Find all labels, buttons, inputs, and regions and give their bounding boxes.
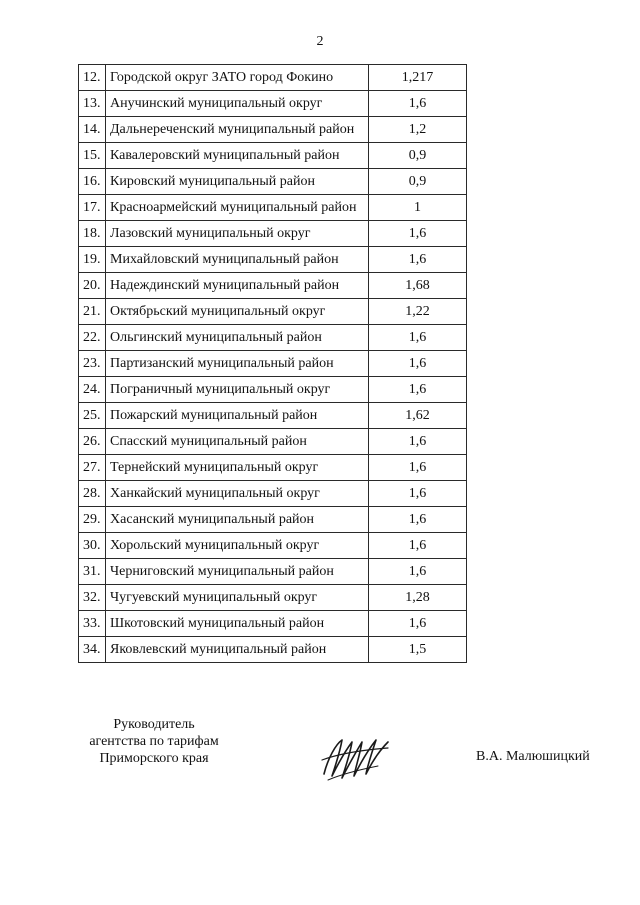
municipality-name: Городской округ ЗАТО город Фокино xyxy=(106,65,369,91)
row-number: 18. xyxy=(79,221,106,247)
table-row xyxy=(79,455,467,481)
coefficient-value: 1,6 xyxy=(369,377,467,403)
coefficient-value: 1,28 xyxy=(369,585,467,611)
row-number: 31. xyxy=(79,559,106,585)
handwritten-signature xyxy=(318,730,392,786)
table-row xyxy=(79,585,467,611)
municipality-name: Хасанский муниципальный район xyxy=(106,507,369,533)
municipality-name: Кировский муниципальный район xyxy=(106,169,369,195)
municipality-name: Ольгинский муниципальный район xyxy=(106,325,369,351)
table-row xyxy=(79,533,467,559)
table-row xyxy=(79,377,467,403)
row-number: 21. xyxy=(79,299,106,325)
table-row xyxy=(79,507,467,533)
table-body xyxy=(79,65,467,663)
coefficient-value: 1,6 xyxy=(369,507,467,533)
coefficient-value: 1,68 xyxy=(369,273,467,299)
municipality-name: Спасский муниципальный район xyxy=(106,429,369,455)
row-number: 13. xyxy=(79,91,106,117)
row-number: 26. xyxy=(79,429,106,455)
page-number: 2 xyxy=(316,34,324,49)
municipality-name: Надеждинский муниципальный район xyxy=(106,273,369,299)
coefficient-value: 1,6 xyxy=(369,429,467,455)
coefficient-value: 1,6 xyxy=(369,481,467,507)
municipality-name: Яковлевский муниципальный район xyxy=(106,637,369,663)
table-row xyxy=(79,221,467,247)
signer-title-line: агентства по тарифам xyxy=(89,734,219,749)
municipality-name: Тернейский муниципальный округ xyxy=(106,455,369,481)
table-row xyxy=(79,143,467,169)
row-number: 16. xyxy=(79,169,106,195)
coefficient-value: 1,6 xyxy=(369,533,467,559)
municipality-name: Чугуевский муниципальный округ xyxy=(106,585,369,611)
municipality-name: Пожарский муниципальный район xyxy=(106,403,369,429)
coefficient-value: 1,217 xyxy=(369,65,467,91)
municipality-name: Кавалеровский муниципальный район xyxy=(106,143,369,169)
coefficient-value: 1,6 xyxy=(369,559,467,585)
row-number: 24. xyxy=(79,377,106,403)
row-number: 14. xyxy=(79,117,106,143)
signer-title-line: Приморского края xyxy=(99,751,209,766)
row-number: 19. xyxy=(79,247,106,273)
row-number: 12. xyxy=(79,65,106,91)
row-number: 33. xyxy=(79,611,106,637)
table-row xyxy=(79,195,467,221)
municipality-name: Дальнереченский муниципальный район xyxy=(106,117,369,143)
row-number: 22. xyxy=(79,325,106,351)
table-row xyxy=(79,429,467,455)
table-row xyxy=(79,65,467,91)
municipality-name: Михайловский муниципальный район xyxy=(106,247,369,273)
signer-title-line: Руководитель xyxy=(113,717,195,732)
table-row xyxy=(79,91,467,117)
municipality-name: Октябрьский муниципальный округ xyxy=(106,299,369,325)
row-number: 17. xyxy=(79,195,106,221)
tariff-table xyxy=(78,64,467,663)
row-number: 28. xyxy=(79,481,106,507)
municipality-name: Шкотовский муниципальный район xyxy=(106,611,369,637)
municipality-name: Партизанский муниципальный район xyxy=(106,351,369,377)
row-number: 32. xyxy=(79,585,106,611)
table-row xyxy=(79,273,467,299)
row-number: 34. xyxy=(79,637,106,663)
row-number: 23. xyxy=(79,351,106,377)
coefficient-value: 1 xyxy=(369,195,467,221)
table-row xyxy=(79,637,467,663)
municipality-name: Хорольский муниципальный округ xyxy=(106,533,369,559)
table-row xyxy=(79,299,467,325)
row-number: 27. xyxy=(79,455,106,481)
signer-title xyxy=(84,716,224,767)
municipality-name: Анучинский муниципальный округ xyxy=(106,91,369,117)
coefficient-value: 1,6 xyxy=(369,611,467,637)
coefficient-value: 1,6 xyxy=(369,221,467,247)
table-row xyxy=(79,247,467,273)
row-number: 29. xyxy=(79,507,106,533)
table-row xyxy=(79,559,467,585)
coefficient-value: 0,9 xyxy=(369,143,467,169)
table-row xyxy=(79,169,467,195)
coefficient-value: 1,5 xyxy=(369,637,467,663)
municipality-name: Пограничный муниципальный округ xyxy=(106,377,369,403)
row-number: 30. xyxy=(79,533,106,559)
table-row xyxy=(79,403,467,429)
signer-name: В.А. Малюшицкий xyxy=(476,749,590,764)
row-number: 15. xyxy=(79,143,106,169)
table-row xyxy=(79,611,467,637)
coefficient-value: 1,22 xyxy=(369,299,467,325)
table-row xyxy=(79,325,467,351)
table-row xyxy=(79,351,467,377)
municipality-name: Черниговский муниципальный район xyxy=(106,559,369,585)
municipality-name: Красноармейский муниципальный район xyxy=(106,195,369,221)
coefficient-value: 0,9 xyxy=(369,169,467,195)
coefficient-value: 1,2 xyxy=(369,117,467,143)
coefficient-value: 1,6 xyxy=(369,455,467,481)
coefficient-value: 1,6 xyxy=(369,91,467,117)
coefficient-value: 1,6 xyxy=(369,325,467,351)
table-row xyxy=(79,117,467,143)
row-number: 20. xyxy=(79,273,106,299)
coefficient-value: 1,6 xyxy=(369,247,467,273)
row-number: 25. xyxy=(79,403,106,429)
table-row xyxy=(79,481,467,507)
municipality-name: Лазовский муниципальный округ xyxy=(106,221,369,247)
municipality-name: Ханкайский муниципальный округ xyxy=(106,481,369,507)
coefficient-value: 1,62 xyxy=(369,403,467,429)
coefficient-value: 1,6 xyxy=(369,351,467,377)
